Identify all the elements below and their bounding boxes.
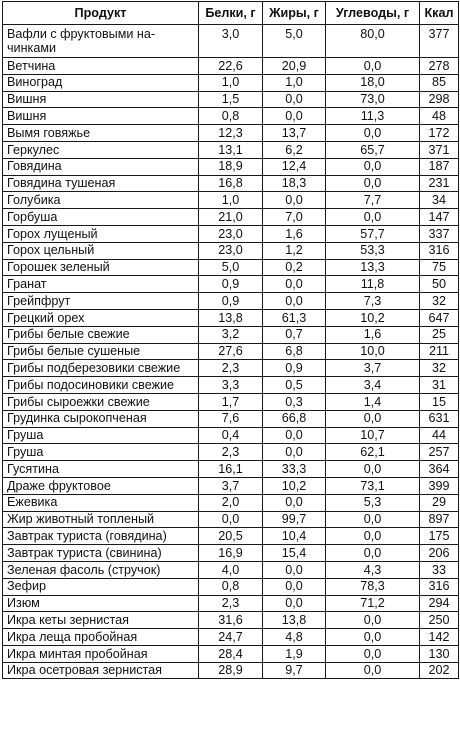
kcal-cell: 399: [420, 477, 459, 494]
protein-cell: 3,7: [199, 477, 263, 494]
protein-cell: 13,8: [199, 309, 263, 326]
carbs-cell: 0,0: [326, 511, 420, 528]
fat-cell: 5,0: [263, 25, 326, 58]
carbs-cell: 5,3: [326, 494, 420, 511]
carbs-cell: 7,3: [326, 293, 420, 310]
product-name-cell: Икра минтая пробойная: [3, 645, 199, 662]
fat-cell: 99,7: [263, 511, 326, 528]
column-header-product: Продукт: [3, 2, 199, 25]
protein-cell: 23,0: [199, 242, 263, 259]
carbs-cell: 0,0: [326, 158, 420, 175]
table-row: [3, 545, 459, 562]
protein-cell: 16,9: [199, 545, 263, 562]
fat-cell: 1,2: [263, 242, 326, 259]
protein-cell: 1,7: [199, 393, 263, 410]
carbs-cell: 0,0: [326, 209, 420, 226]
kcal-cell: 25: [420, 326, 459, 343]
fat-cell: 33,3: [263, 461, 326, 478]
header-row: [3, 2, 459, 25]
carbs-cell: 73,1: [326, 477, 420, 494]
product-name-cell: Икра кеты зернистая: [3, 612, 199, 629]
fat-cell: 6,8: [263, 343, 326, 360]
protein-cell: 7,6: [199, 410, 263, 427]
product-name-cell: Жир животный топленый: [3, 511, 199, 528]
fat-cell: 1,9: [263, 645, 326, 662]
table-row: [3, 58, 459, 75]
carbs-cell: 62,1: [326, 444, 420, 461]
product-name-cell: Грибы белые свежие: [3, 326, 199, 343]
product-name-cell: Вафли с фруктовыми на- чинками: [3, 25, 199, 58]
protein-cell: 12,3: [199, 125, 263, 142]
column-header-protein: Белки, г: [199, 2, 263, 25]
protein-cell: 16,8: [199, 175, 263, 192]
product-name-cell: Драже фруктовое: [3, 477, 199, 494]
protein-cell: 1,0: [199, 192, 263, 209]
carbs-cell: 10,2: [326, 309, 420, 326]
carbs-cell: 13,3: [326, 259, 420, 276]
fat-cell: 20,9: [263, 58, 326, 75]
table-row: [3, 612, 459, 629]
table-row: [3, 293, 459, 310]
fat-cell: 4,8: [263, 629, 326, 646]
table-row: [3, 209, 459, 226]
carbs-cell: 71,2: [326, 595, 420, 612]
kcal-cell: 75: [420, 259, 459, 276]
table-row: [3, 595, 459, 612]
table-row: [3, 175, 459, 192]
product-name-cell: Горбуша: [3, 209, 199, 226]
protein-cell: 1,0: [199, 74, 263, 91]
product-name-cell: Грибы подосиновики свежие: [3, 377, 199, 394]
protein-cell: 31,6: [199, 612, 263, 629]
protein-cell: 3,0: [199, 25, 263, 58]
product-name-cell: Зеленая фасоль (стручок): [3, 561, 199, 578]
fat-cell: 9,7: [263, 662, 326, 679]
protein-cell: 13,1: [199, 141, 263, 158]
table-row: [3, 629, 459, 646]
fat-cell: 12,4: [263, 158, 326, 175]
product-name-cell: Завтрак туриста (свинина): [3, 545, 199, 562]
table-row: [3, 377, 459, 394]
kcal-cell: 130: [420, 645, 459, 662]
product-name-cell: Геркулес: [3, 141, 199, 158]
kcal-cell: 172: [420, 125, 459, 142]
protein-cell: 28,9: [199, 662, 263, 679]
kcal-cell: 33: [420, 561, 459, 578]
product-name-cell: Ежевика: [3, 494, 199, 511]
table-row: [3, 461, 459, 478]
product-name-cell: Горошек зеленый: [3, 259, 199, 276]
fat-cell: 13,8: [263, 612, 326, 629]
fat-cell: 6,2: [263, 141, 326, 158]
kcal-cell: 231: [420, 175, 459, 192]
product-name-cell: Ветчина: [3, 58, 199, 75]
protein-cell: 0,9: [199, 293, 263, 310]
kcal-cell: 48: [420, 108, 459, 125]
product-name-cell: Гусятина: [3, 461, 199, 478]
protein-cell: 2,3: [199, 595, 263, 612]
kcal-cell: 29: [420, 494, 459, 511]
carbs-cell: 18,0: [326, 74, 420, 91]
table-body: [3, 25, 459, 679]
table-row: [3, 393, 459, 410]
fat-cell: 0,0: [263, 561, 326, 578]
fat-cell: 0,0: [263, 595, 326, 612]
carbs-cell: 73,0: [326, 91, 420, 108]
protein-cell: 1,5: [199, 91, 263, 108]
protein-cell: 0,8: [199, 108, 263, 125]
table-row: [3, 410, 459, 427]
product-name-cell: Груша: [3, 427, 199, 444]
kcal-cell: 250: [420, 612, 459, 629]
column-header-carbs: Углеводы, г: [326, 2, 420, 25]
kcal-cell: 187: [420, 158, 459, 175]
kcal-cell: 278: [420, 58, 459, 75]
protein-cell: 2,3: [199, 360, 263, 377]
table-row: [3, 276, 459, 293]
fat-cell: 0,5: [263, 377, 326, 394]
carbs-cell: 57,7: [326, 225, 420, 242]
fat-cell: 0,0: [263, 494, 326, 511]
carbs-cell: 65,7: [326, 141, 420, 158]
kcal-cell: 298: [420, 91, 459, 108]
table-row: [3, 427, 459, 444]
table-row: [3, 192, 459, 209]
protein-cell: 2,3: [199, 444, 263, 461]
fat-cell: 0,2: [263, 259, 326, 276]
fat-cell: 0,9: [263, 360, 326, 377]
table-row: [3, 309, 459, 326]
table-row: [3, 25, 459, 58]
product-name-cell: Говядина: [3, 158, 199, 175]
protein-cell: 0,8: [199, 578, 263, 595]
kcal-cell: 316: [420, 578, 459, 595]
kcal-cell: 377: [420, 25, 459, 58]
table-row: [3, 360, 459, 377]
carbs-cell: 0,0: [326, 125, 420, 142]
fat-cell: 0,0: [263, 276, 326, 293]
kcal-cell: 50: [420, 276, 459, 293]
kcal-cell: 897: [420, 511, 459, 528]
table-row: [3, 561, 459, 578]
carbs-cell: 0,0: [326, 58, 420, 75]
carbs-cell: 10,7: [326, 427, 420, 444]
carbs-cell: 0,0: [326, 175, 420, 192]
product-name-cell: Зефир: [3, 578, 199, 595]
fat-cell: 0,0: [263, 192, 326, 209]
fat-cell: 10,2: [263, 477, 326, 494]
carbs-cell: 1,4: [326, 393, 420, 410]
carbs-cell: 53,3: [326, 242, 420, 259]
carbs-cell: 4,3: [326, 561, 420, 578]
kcal-cell: 31: [420, 377, 459, 394]
fat-cell: 15,4: [263, 545, 326, 562]
product-name-cell: Горох цельный: [3, 242, 199, 259]
table-row: [3, 494, 459, 511]
kcal-cell: 142: [420, 629, 459, 646]
protein-cell: 4,0: [199, 561, 263, 578]
product-name-cell: Грейпфрут: [3, 293, 199, 310]
table-row: [3, 91, 459, 108]
protein-cell: 2,0: [199, 494, 263, 511]
table-row: [3, 158, 459, 175]
carbs-cell: 10,0: [326, 343, 420, 360]
kcal-cell: 257: [420, 444, 459, 461]
kcal-cell: 294: [420, 595, 459, 612]
fat-cell: 7,0: [263, 209, 326, 226]
kcal-cell: 147: [420, 209, 459, 226]
table-row: [3, 578, 459, 595]
carbs-cell: 0,0: [326, 545, 420, 562]
fat-cell: 13,7: [263, 125, 326, 142]
fat-cell: 0,7: [263, 326, 326, 343]
fat-cell: 0,3: [263, 393, 326, 410]
fat-cell: 1,6: [263, 225, 326, 242]
table-row: [3, 645, 459, 662]
kcal-cell: 44: [420, 427, 459, 444]
kcal-cell: 631: [420, 410, 459, 427]
kcal-cell: 32: [420, 360, 459, 377]
carbs-cell: 0,0: [326, 629, 420, 646]
kcal-cell: 15: [420, 393, 459, 410]
nutrition-table: [2, 1, 459, 679]
kcal-cell: 32: [420, 293, 459, 310]
product-name-cell: Грудинка сырокопченая: [3, 410, 199, 427]
fat-cell: 0,0: [263, 427, 326, 444]
table-row: [3, 511, 459, 528]
product-name-cell: Завтрак туриста (говядина): [3, 528, 199, 545]
carbs-cell: 7,7: [326, 192, 420, 209]
protein-cell: 3,3: [199, 377, 263, 394]
product-name-cell: Изюм: [3, 595, 199, 612]
product-name-cell: Вымя говяжье: [3, 125, 199, 142]
table-row: [3, 108, 459, 125]
fat-cell: 61,3: [263, 309, 326, 326]
fat-cell: 0,0: [263, 91, 326, 108]
carbs-cell: 78,3: [326, 578, 420, 595]
product-name-cell: Икра леща пробойная: [3, 629, 199, 646]
carbs-cell: 11,8: [326, 276, 420, 293]
fat-cell: 10,4: [263, 528, 326, 545]
protein-cell: 16,1: [199, 461, 263, 478]
protein-cell: 0,4: [199, 427, 263, 444]
table-row: [3, 225, 459, 242]
carbs-cell: 0,0: [326, 461, 420, 478]
carbs-cell: 3,7: [326, 360, 420, 377]
protein-cell: 0,0: [199, 511, 263, 528]
kcal-cell: 211: [420, 343, 459, 360]
product-name-cell: Икра осетровая зернистая: [3, 662, 199, 679]
table-row: [3, 343, 459, 360]
fat-cell: 18,3: [263, 175, 326, 192]
table-row: [3, 74, 459, 91]
protein-cell: 0,9: [199, 276, 263, 293]
column-header-fat: Жиры, г: [263, 2, 326, 25]
table-row: [3, 326, 459, 343]
carbs-cell: 0,0: [326, 410, 420, 427]
fat-cell: 66,8: [263, 410, 326, 427]
carbs-cell: 11,3: [326, 108, 420, 125]
carbs-cell: 0,0: [326, 612, 420, 629]
table-row: [3, 528, 459, 545]
fat-cell: 1,0: [263, 74, 326, 91]
kcal-cell: 371: [420, 141, 459, 158]
product-name-cell: Голубика: [3, 192, 199, 209]
product-name-cell: Грибы сыроежки свежие: [3, 393, 199, 410]
carbs-cell: 0,0: [326, 528, 420, 545]
protein-cell: 28,4: [199, 645, 263, 662]
protein-cell: 3,2: [199, 326, 263, 343]
carbs-cell: 1,6: [326, 326, 420, 343]
product-name-cell: Гранат: [3, 276, 199, 293]
protein-cell: 27,6: [199, 343, 263, 360]
carbs-cell: 3,4: [326, 377, 420, 394]
table-row: [3, 259, 459, 276]
product-name-cell: Грецкий орех: [3, 309, 199, 326]
kcal-cell: 202: [420, 662, 459, 679]
column-header-kcal: Ккал: [420, 2, 459, 25]
kcal-cell: 364: [420, 461, 459, 478]
protein-cell: 18,9: [199, 158, 263, 175]
kcal-cell: 316: [420, 242, 459, 259]
fat-cell: 0,0: [263, 578, 326, 595]
table-row: [3, 477, 459, 494]
fat-cell: 0,0: [263, 293, 326, 310]
table-row: [3, 662, 459, 679]
kcal-cell: 85: [420, 74, 459, 91]
fat-cell: 0,0: [263, 444, 326, 461]
fat-cell: 0,0: [263, 108, 326, 125]
carbs-cell: 0,0: [326, 645, 420, 662]
kcal-cell: 647: [420, 309, 459, 326]
product-name-cell: Вишня: [3, 91, 199, 108]
carbs-cell: 80,0: [326, 25, 420, 58]
kcal-cell: 206: [420, 545, 459, 562]
protein-cell: 21,0: [199, 209, 263, 226]
kcal-cell: 337: [420, 225, 459, 242]
kcal-cell: 175: [420, 528, 459, 545]
protein-cell: 23,0: [199, 225, 263, 242]
product-name-cell: Грибы белые сушеные: [3, 343, 199, 360]
product-name-cell: Груша: [3, 444, 199, 461]
table-row: [3, 141, 459, 158]
product-name-cell: Говядина тушеная: [3, 175, 199, 192]
table-row: [3, 125, 459, 142]
table-row: [3, 444, 459, 461]
product-name-cell: Вишня: [3, 108, 199, 125]
protein-cell: 5,0: [199, 259, 263, 276]
protein-cell: 24,7: [199, 629, 263, 646]
kcal-cell: 34: [420, 192, 459, 209]
product-name-cell: Горох лущеный: [3, 225, 199, 242]
protein-cell: 20,5: [199, 528, 263, 545]
product-name-cell: Грибы подберезовики свежие: [3, 360, 199, 377]
product-name-cell: Виноград: [3, 74, 199, 91]
protein-cell: 22,6: [199, 58, 263, 75]
carbs-cell: 0,0: [326, 662, 420, 679]
table-row: [3, 242, 459, 259]
